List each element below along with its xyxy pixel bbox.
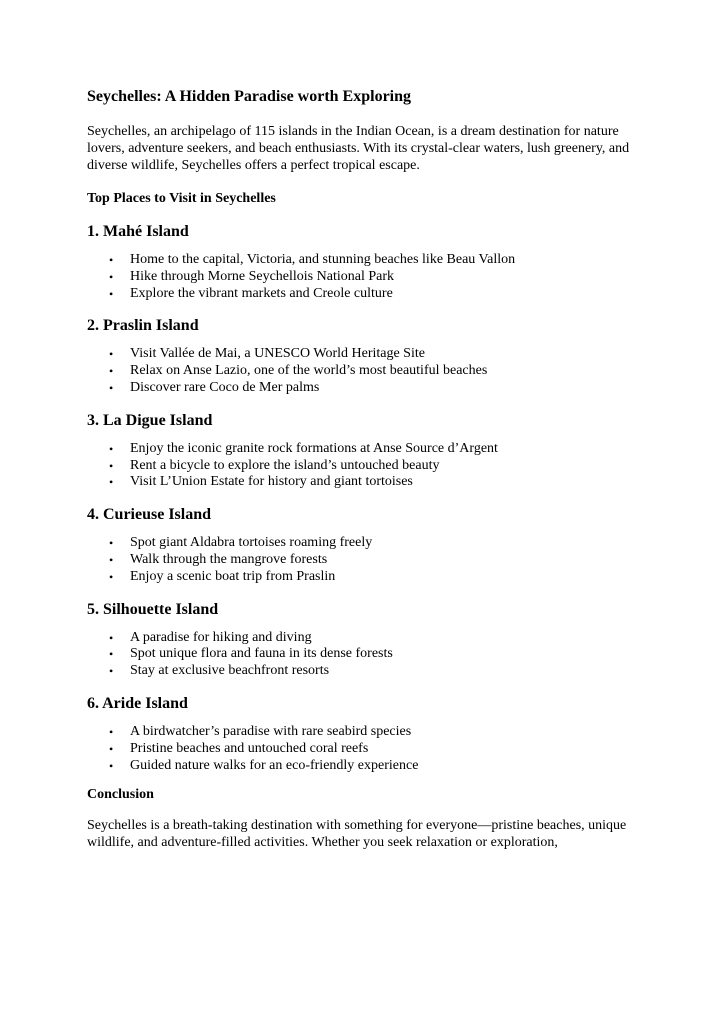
bullet-icon: • bbox=[109, 475, 114, 490]
list-item bbox=[87, 286, 647, 303]
section-praslin bbox=[87, 315, 647, 396]
bullet-icon: • bbox=[109, 347, 114, 362]
bullet-icon: • bbox=[109, 552, 114, 567]
list-item bbox=[87, 458, 647, 475]
list-item-text: A birdwatcher’s paradise with rare seabird species bbox=[130, 723, 412, 739]
list-item bbox=[87, 552, 647, 569]
list-item bbox=[87, 269, 647, 286]
document-title: Seychelles: A Hidden Paradise worth Exploring bbox=[87, 88, 412, 105]
section-la-digue bbox=[87, 410, 647, 491]
bullet-list bbox=[87, 252, 647, 302]
list-item bbox=[87, 380, 647, 397]
bullet-icon: • bbox=[109, 253, 114, 267]
bullet-icon: • bbox=[109, 286, 114, 301]
section-mahe bbox=[87, 221, 647, 302]
list-item-text: Explore the vibrant markets and Creole culture bbox=[130, 285, 393, 301]
bullet-icon: • bbox=[109, 364, 114, 379]
bullet-icon: • bbox=[109, 630, 114, 645]
section-title: 1. Mahé Island bbox=[87, 223, 189, 240]
list-item bbox=[87, 441, 647, 458]
list-item-text: Stay at exclusive beachfront resorts bbox=[130, 663, 330, 679]
list-item bbox=[87, 724, 647, 741]
list-item-text: Hike through Morne Seychellois National Park bbox=[130, 268, 395, 284]
bullet-icon: • bbox=[109, 458, 114, 473]
list-item-text: Guided nature walks for an eco-friendly experience bbox=[130, 757, 419, 773]
list-item bbox=[87, 346, 647, 363]
bullet-icon: • bbox=[109, 269, 114, 284]
places-heading: Top Places to Visit in Seychelles bbox=[87, 191, 276, 206]
list-item bbox=[87, 646, 647, 663]
section-title: 2. Praslin Island bbox=[87, 317, 199, 335]
list-item bbox=[87, 741, 647, 758]
section-title: 4. Curieuse Island bbox=[87, 506, 212, 524]
list-item-text: Spot unique flora and fauna in its dense forests bbox=[130, 646, 393, 662]
list-item bbox=[87, 758, 647, 775]
list-item-text: Pristine beaches and untouched coral reefs bbox=[130, 740, 369, 756]
section-silhouette bbox=[87, 599, 647, 680]
list-item bbox=[87, 569, 647, 586]
section-title: 3. La Digue Island bbox=[87, 411, 213, 429]
intro-paragraph: Seychelles, an archipelago of 115 islands in the Indian Ocean, is a dream destination for nature lovers, adventure seekers, and beach enthusiasts. With its crystal-clear waters, lush greenery, and diverse wildlife, Seychelles offers a perfect tropical escape. bbox=[87, 124, 630, 173]
bullet-icon: • bbox=[109, 536, 114, 551]
sections-container bbox=[87, 221, 647, 774]
list-item bbox=[87, 252, 647, 269]
bullet-icon: • bbox=[109, 380, 114, 395]
list-item-text: Rent a bicycle to explore the island’s untouched beauty bbox=[130, 457, 440, 473]
list-item-text: Spot giant Aldabra tortoises roaming freely bbox=[130, 535, 373, 551]
bullet-list bbox=[87, 630, 647, 680]
conclusion-heading: Conclusion bbox=[87, 787, 154, 803]
list-item-text: Enjoy a scenic boat trip from Praslin bbox=[130, 568, 336, 584]
bullet-icon: • bbox=[109, 647, 114, 662]
bullet-icon: • bbox=[109, 724, 114, 739]
list-item-text: Walk through the mangrove forests bbox=[130, 551, 328, 567]
bullet-list bbox=[87, 346, 647, 396]
document-page bbox=[87, 86, 647, 851]
list-item-text: A paradise for hiking and diving bbox=[130, 629, 312, 645]
bullet-icon: • bbox=[109, 569, 114, 584]
bullet-icon: • bbox=[109, 758, 114, 773]
list-item-text: Relax on Anse Lazio, one of the world’s most beautiful beaches bbox=[130, 363, 488, 379]
list-item-text: Home to the capital, Victoria, and stunning beaches like Beau Vallon bbox=[130, 252, 516, 267]
bullet-icon: • bbox=[109, 741, 114, 756]
section-title: 5. Silhouette Island bbox=[87, 600, 219, 618]
list-item-text: Visit L’Union Estate for history and giant tortoises bbox=[130, 474, 413, 490]
list-item bbox=[87, 363, 647, 380]
bullet-icon: • bbox=[109, 664, 114, 679]
list-item-text: Visit Vallée de Mai, a UNESCO World Heritage Site bbox=[130, 346, 425, 362]
list-item-text: Discover rare Coco de Mer palms bbox=[130, 379, 320, 395]
bullet-icon: • bbox=[109, 441, 114, 456]
list-item bbox=[87, 630, 647, 647]
list-item-text: Enjoy the iconic granite rock formations at Anse Source d’Argent bbox=[130, 440, 498, 456]
section-curieuse bbox=[87, 504, 647, 585]
bullet-list bbox=[87, 535, 647, 585]
section-title: 6. Aride Island bbox=[87, 694, 188, 712]
bullet-list bbox=[87, 724, 647, 774]
conclusion-paragraph: Seychelles is a breath-taking destination with something for everyone—pristine beaches, unique wildlife, and adventure-filled activities. Whether you seek relaxation or exploration, bbox=[87, 818, 627, 851]
list-item bbox=[87, 474, 647, 491]
section-aride bbox=[87, 693, 647, 774]
list-item bbox=[87, 535, 647, 552]
list-item bbox=[87, 663, 647, 680]
bullet-list bbox=[87, 441, 647, 491]
